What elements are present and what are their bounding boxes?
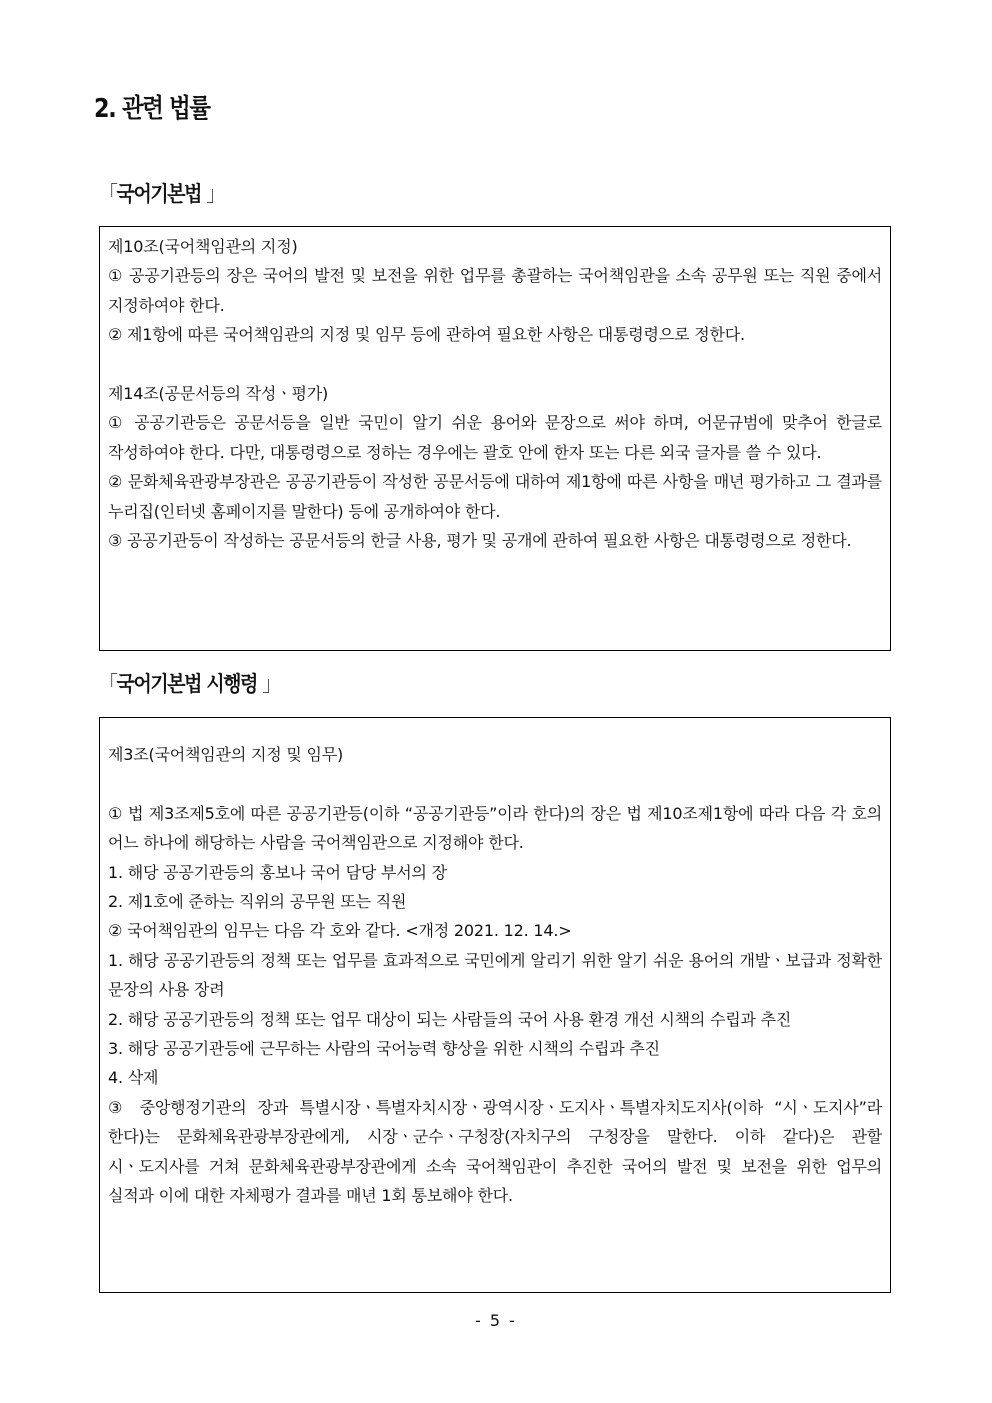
open-bracket: 「 bbox=[99, 672, 117, 696]
article-paragraph: ① 법 제3조제5호에 따른 공공기관등(이하 “공공기관등”이라 한다)의 장은 법 제10조제1항에 따라 다음 각 호의 어느 하나에 해당하는 사람을 국어책임관으로 지정해야 한다. bbox=[108, 803, 882, 853]
page-number: - 5 - bbox=[475, 1311, 517, 1330]
law-name: 국어기본법 bbox=[116, 182, 202, 206]
article-heading: 제10조(국어책임관의 지정) bbox=[108, 237, 298, 256]
article-paragraph: ③ 중앙행정기관의 장과 특별시장ㆍ특별자치시장ㆍ광역시장ㆍ도지사ㆍ특별자치도지사(이하 “시ㆍ도지사”라 한다)는 문화체육관광부장관에게, 시장ㆍ군수ㆍ구청장(자치구의 구청장을 말한다. 이하 같다)은 관할 시ㆍ도지사를 거쳐 문화체육관광부장관에게 소속 국어책임관이 추진한 국어의 발전 및 보전을 위한 업무의 실적과 이에 대한 자체평가 결과를 매년 1회 통보해야 한다. bbox=[108, 1097, 882, 1206]
article-paragraph: ① 공공기관등의 장은 국어의 발전 및 보전을 위한 업무를 총괄하는 국어책임관을 소속 공무원 또는 직원 중에서 지정하여야 한다. bbox=[108, 266, 882, 315]
article-item: 4. 삭제 bbox=[108, 1068, 159, 1088]
law-title-enforcement-decree bbox=[99, 668, 280, 698]
article-paragraph: ① 공공기관등은 공문서등을 일반 국민이 알기 쉬운 용어와 문장으로 써야 하며, 어문규범에 맞추어 한글로 작성하여야 한다. 다만, 대통령령으로 정하는 경우에는 괄호 안에 한자 또는 다른 외국 글자를 쓸 수 있다. bbox=[108, 413, 882, 462]
close-bracket: 」 bbox=[262, 672, 280, 696]
law-title-basic-act bbox=[99, 178, 224, 208]
article-paragraph: ③ 공공기관등이 작성하는 공문서등의 한글 사용, 평가 및 공개에 관하여 필요한 사항은 대통령령으로 정한다. bbox=[108, 531, 852, 551]
article-item: 3. 해당 공공기관등에 근무하는 사람의 국어능력 향상을 위한 시책의 수립과 추진 bbox=[108, 1039, 660, 1059]
law-text-box-basic-act bbox=[99, 226, 891, 651]
article-item: 1. 해당 공공기관등의 정책 또는 업무를 효과적으로 국민에게 알리기 위한 알기 쉬운 용어의 개발ㆍ보급과 정확한 문장의 사용 장려 bbox=[108, 950, 882, 1000]
law-text-box-enforcement-decree bbox=[99, 717, 891, 1293]
article-paragraph: ② 국어책임관의 임무는 다음 각 호와 같다. <개정 2021. 12. 14.> bbox=[108, 921, 572, 941]
article-paragraph: ② 문화체육관광부장관은 공공기관등이 작성한 공문서등에 대하여 제1항에 따른 사항을 매년 평가하고 그 결과를 누리집(인터넷 홈페이지를 말한다) 등에 공개하여야 한다. bbox=[108, 472, 882, 521]
article-heading: 제14조(공문서등의 작성ㆍ평가) bbox=[108, 384, 329, 404]
close-bracket: 」 bbox=[206, 182, 224, 206]
article-paragraph: ② 제1항에 따른 국어책임관의 지정 및 임무 등에 관하여 필요한 사항은 대통령령으로 정한다. bbox=[108, 325, 745, 345]
article-heading: 제3조(국어책임관의 지정 및 임무) bbox=[108, 745, 344, 764]
article-item: 2. 해당 공공기관등의 정책 또는 업무 대상이 되는 사람들의 국어 사용 환경 개선 시책의 수립과 추진 bbox=[108, 1009, 792, 1029]
section-title: 2. 관련 법률 bbox=[94, 94, 210, 124]
law-name: 국어기본법 시행령 bbox=[116, 672, 258, 696]
open-bracket: 「 bbox=[99, 182, 117, 206]
article-item: 1. 해당 공공기관등의 홍보나 국어 담당 부서의 장 bbox=[108, 862, 447, 882]
article-item: 2. 제1호에 준하는 직위의 공무원 또는 직원 bbox=[108, 892, 407, 912]
